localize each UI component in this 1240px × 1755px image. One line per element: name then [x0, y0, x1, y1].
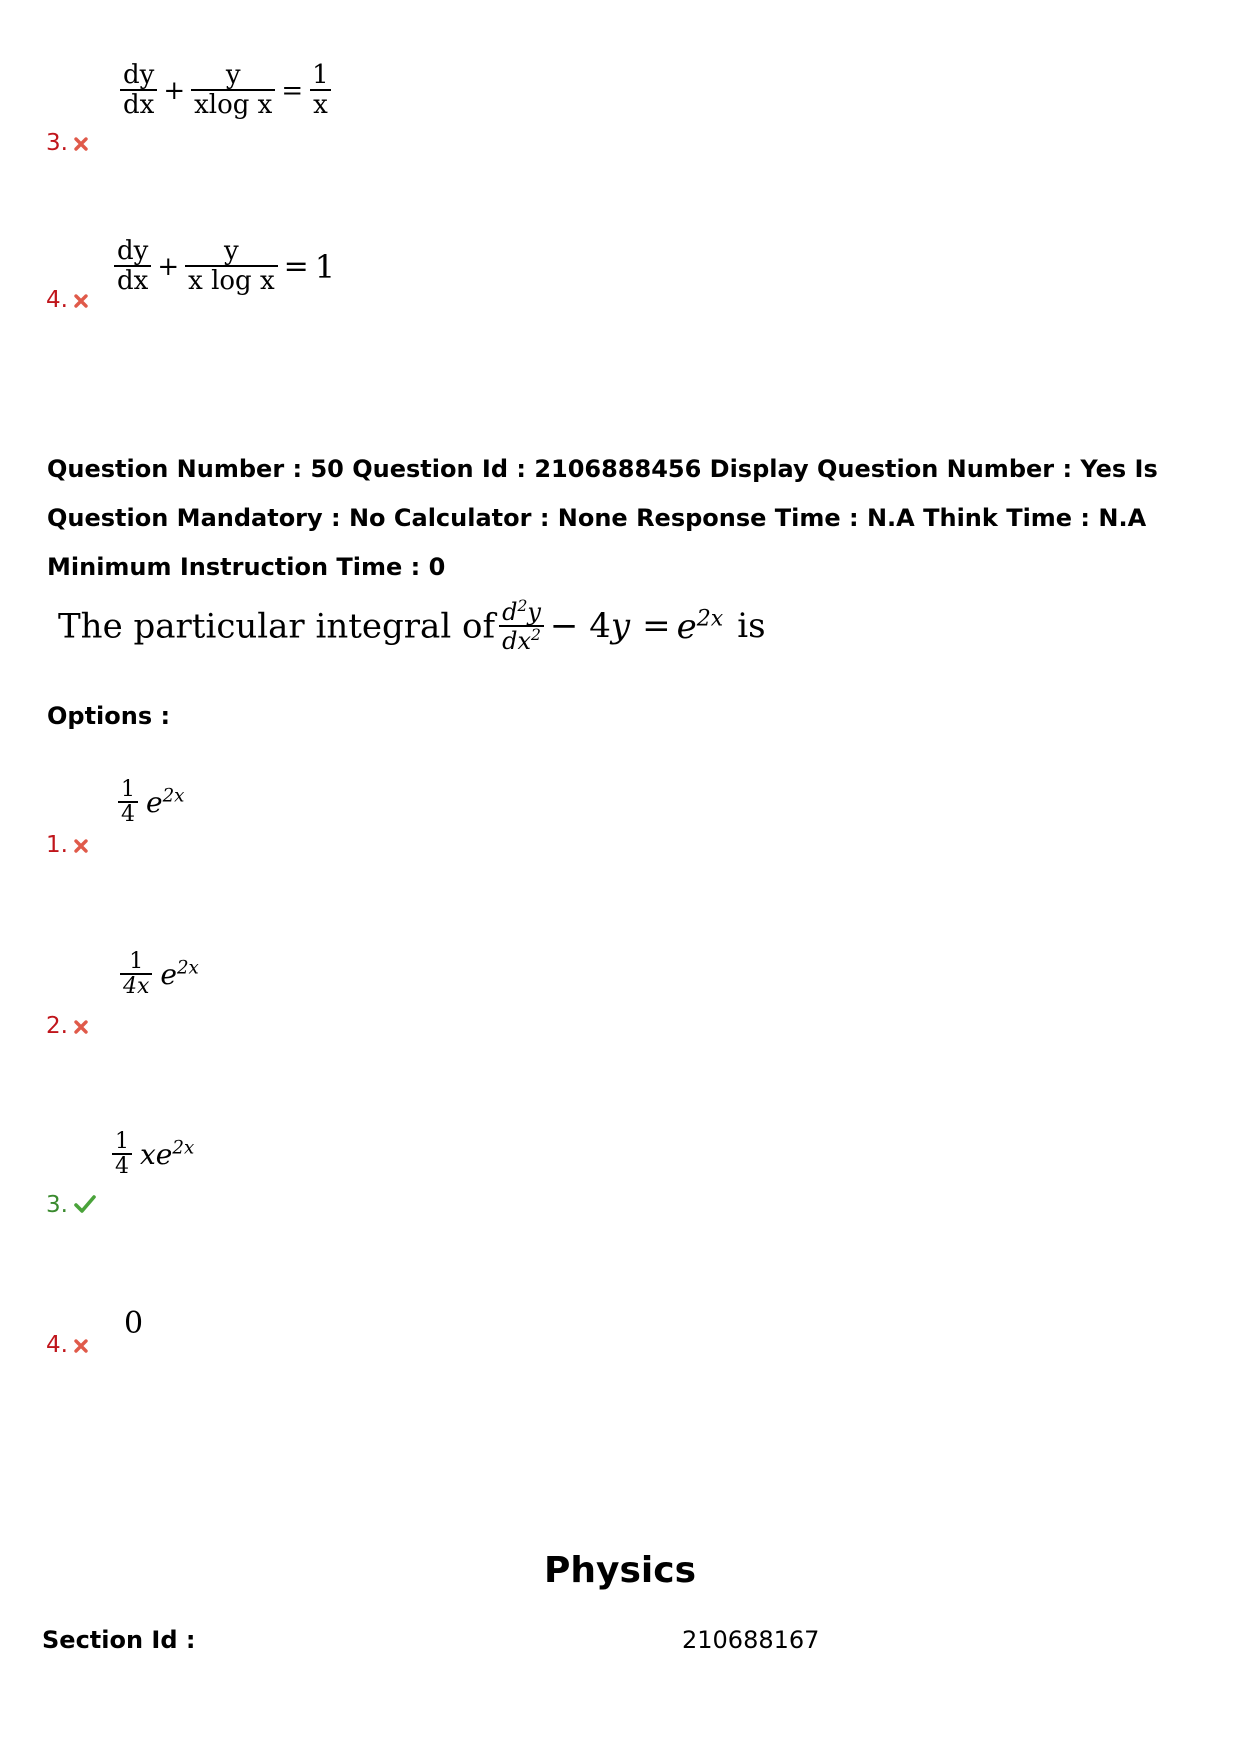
- check-icon: [74, 1193, 96, 1219]
- fraction-1-x: $\frac{1}{x}$: [309, 62, 332, 120]
- fraction-1-4x: $\frac{1}{4x}$: [120, 950, 152, 999]
- section-title: Physics: [543, 1550, 696, 1591]
- prev-option-4: [114, 238, 335, 296]
- cross-icon: [74, 833, 88, 859]
- prev-option-3: [120, 62, 332, 120]
- options-label: Options :: [47, 702, 171, 730]
- fraction-dy-dx: $\frac{dy}{dx}$: [120, 62, 157, 120]
- fraction-y-xlogx: $\frac{y}{\text{x log x}}$: [185, 238, 277, 296]
- prev-option-4-number: 4.: [46, 287, 88, 314]
- option-4-number: 4.: [46, 1332, 88, 1359]
- option-2-number: 2.: [46, 1013, 88, 1040]
- section-id-label: Section Id :: [42, 1626, 196, 1654]
- prev-option-3-formula: $\frac{dy}{dx}$ + $\frac{y}{\text{xlog x}}$ = $\frac{1}{x}$: [120, 75, 332, 105]
- fraction-1-4: $\frac{1}{4}$: [112, 1130, 132, 1179]
- option-1-number: 1.: [46, 832, 88, 859]
- cross-icon: [74, 288, 88, 314]
- cross-icon: [74, 1014, 88, 1040]
- fraction-y-xlogx: $\frac{y}{\text{xlog x}}$: [191, 62, 275, 120]
- option-3-formula: $\frac{1}{4}$ $xe^{2x}$: [112, 1130, 194, 1179]
- option-2-formula: $\frac{1}{4x}$ $e^{2x}$: [120, 950, 199, 999]
- cross-icon: [74, 131, 88, 157]
- prev-option-4-formula: $\frac{dy}{dx}$ + $\frac{y}{\text{x log x}}$ = 1: [114, 251, 335, 281]
- fraction-dy-dx: $\frac{dy}{dx}$: [114, 238, 151, 296]
- cross-icon: [74, 1333, 88, 1359]
- fraction-1-4: $\frac{1}{4}$: [118, 778, 138, 827]
- section-id-value: 210688167: [682, 1626, 820, 1654]
- option-1-formula: $\frac{1}{4}$ $e^{2x}$: [118, 778, 184, 827]
- option-3-number: 3.: [46, 1192, 96, 1219]
- question-text: The particular integral of $\frac{d^2y}{dx^2}$ − $4y = e^{2x}$ is: [58, 597, 766, 656]
- question-info: Question Number : 50 Question Id : 2106888456 Display Question Number : Yes Is Question Mandatory : No Calculator : None Response Time : N.A Think Time : N.A Minimum Instruction Time : 0: [47, 455, 1158, 581]
- option-4-formula: 0: [124, 1306, 144, 1341]
- fraction-d2y-dx2: $\frac{d^2y}{dx^2}$: [499, 598, 544, 655]
- prev-option-3-number: 3.: [46, 130, 88, 157]
